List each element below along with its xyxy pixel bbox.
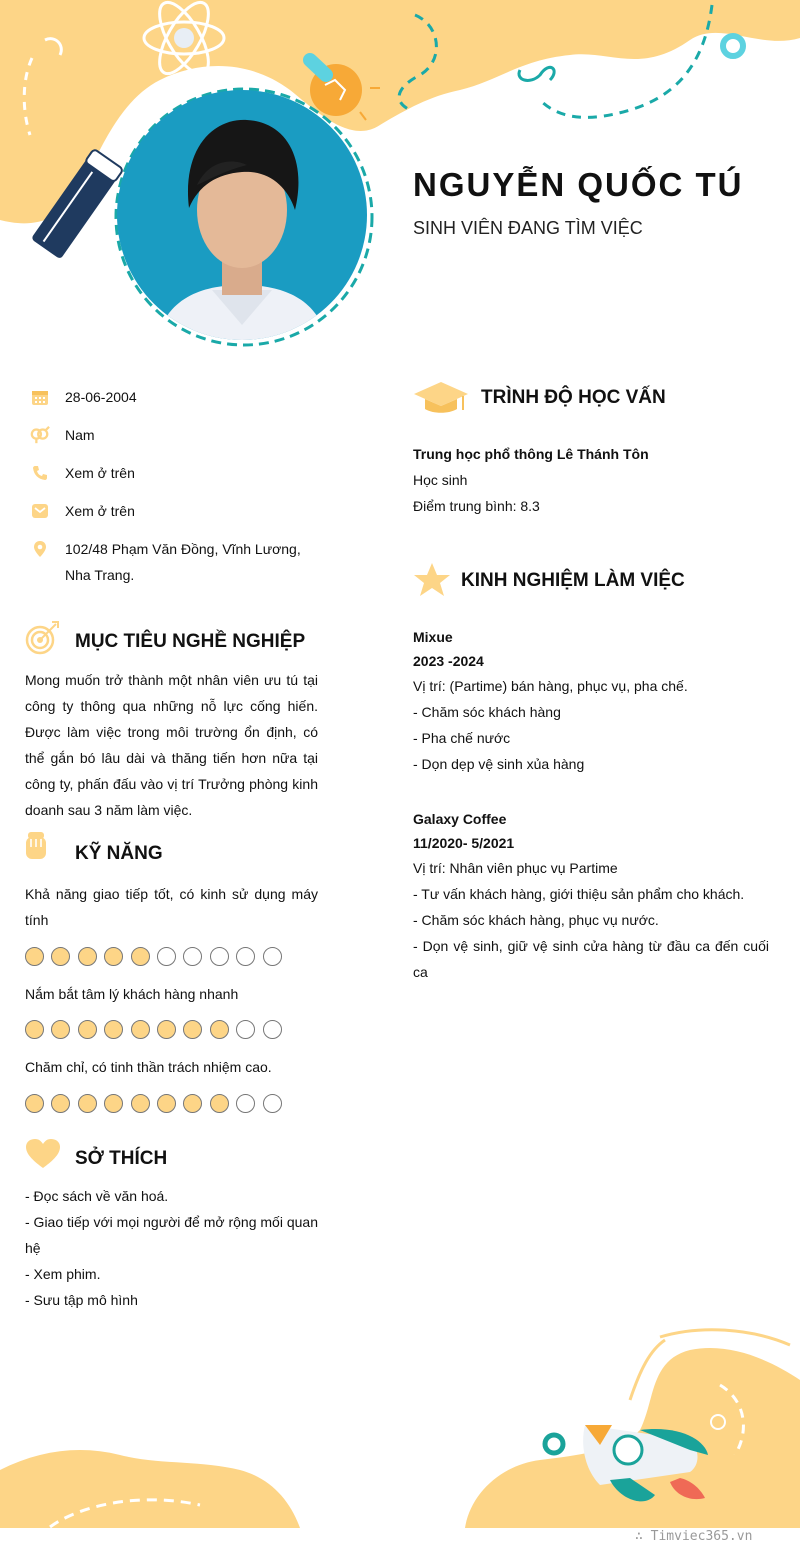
rating-dot-filled: [104, 947, 123, 966]
phone-icon: [30, 463, 50, 483]
contact-address: 102/48 Phạm Văn Đồng, Vĩnh Lương, Nha Trang.: [30, 536, 315, 588]
education-block: [413, 441, 773, 519]
rating-dot-empty: [210, 947, 229, 966]
job-line: Vị trí: (Partime) bán hàng, phục vụ, pha chế.: [413, 678, 688, 694]
rating-dot-filled: [183, 1020, 202, 1039]
experience-title: KINH NGHIỆM LÀM VIỆC: [461, 570, 685, 591]
candidate-name: NGUYỄN QUỐC TÚ: [413, 166, 744, 203]
contact-birthday: 28-06-2004: [30, 384, 315, 410]
star-icon: [413, 562, 451, 598]
avatar: [117, 90, 367, 340]
school-name: Trung học phổ thông Lê Thánh Tôn: [413, 446, 649, 462]
company-name: Mixue: [413, 629, 453, 645]
calendar-icon: [30, 387, 50, 407]
job-line: - Tư vấn khách hàng, giới thiệu sản phẩm cho khách.: [413, 886, 745, 902]
contact-gender: Nam: [30, 422, 315, 448]
company-name: Galaxy Coffee: [413, 811, 507, 827]
job-period: 2023 -2024: [413, 653, 484, 669]
rating-dot-filled: [104, 1020, 123, 1039]
contact-email: Xem ở trên: [30, 498, 315, 524]
job-title: SINH VIÊN ĐANG TÌM VIỆC: [413, 218, 643, 238]
skill-name: Chăm chỉ, có tinh thần trách nhiệm cao.: [25, 1059, 272, 1075]
list-item: - Giao tiếp với mọi người để mở rộng mối quan hệ: [25, 1214, 318, 1256]
rating-dot-empty: [236, 1020, 255, 1039]
skill-name: Nắm bắt tâm lý khách hàng nhanh: [25, 986, 239, 1002]
experience-job: [413, 625, 769, 777]
rating-dot-filled: [131, 947, 150, 966]
rating-dot-filled: [51, 1094, 70, 1113]
rating-dot-filled: [131, 1020, 150, 1039]
target-icon: [24, 620, 60, 656]
job-line: - Pha chế nước: [413, 730, 511, 746]
list-item: - Đọc sách về văn hoá.: [25, 1188, 169, 1204]
job-period: 11/2020- 5/2021: [413, 835, 515, 851]
skill-rating: [25, 947, 282, 966]
rating-dot-filled: [25, 1020, 44, 1039]
list-item: - Sưu tập mô hình: [25, 1292, 138, 1308]
rating-dot-filled: [157, 1020, 176, 1039]
education-role: Học sinh: [413, 472, 468, 488]
rating-dot-empty: [263, 1094, 282, 1113]
contact-phone: Xem ở trên: [30, 460, 315, 486]
location-icon: [30, 539, 50, 559]
rating-dot-empty: [263, 947, 282, 966]
job-line: - Dọn vệ sinh, giữ vệ sinh cửa hàng từ đầu ca đến cuối ca: [413, 938, 769, 980]
fist-icon: [24, 831, 48, 863]
experience-job: [413, 807, 769, 985]
list-item: - Xem phim.: [25, 1266, 101, 1282]
rating-dot-filled: [210, 1094, 229, 1113]
skills-title: KỸ NĂNG: [75, 843, 163, 864]
rating-dot-filled: [78, 1094, 97, 1113]
watermark: ∴ Timviec365.vn: [635, 1529, 753, 1544]
objective-title: MỤC TIÊU NGHỀ NGHIỆP: [75, 631, 306, 652]
heart-icon: [25, 1138, 61, 1170]
gender-icon: [30, 425, 50, 445]
skill-rating: [25, 1094, 282, 1113]
rating-dot-empty: [263, 1020, 282, 1039]
hobbies-list: [25, 1183, 318, 1313]
job-line: Vị trí: Nhân viên phục vụ Partime: [413, 860, 618, 876]
rating-dot-filled: [210, 1020, 229, 1039]
rating-dot-empty: [157, 947, 176, 966]
skill-rating: [25, 1020, 282, 1039]
rating-dot-filled: [157, 1094, 176, 1113]
rating-dot-filled: [78, 947, 97, 966]
rating-dot-filled: [78, 1020, 97, 1039]
email-icon: [30, 501, 50, 521]
rating-dot-filled: [183, 1094, 202, 1113]
rating-dot-empty: [236, 947, 255, 966]
rating-dot-filled: [25, 1094, 44, 1113]
education-title: TRÌNH ĐỘ HỌC VẤN: [481, 387, 666, 408]
rating-dot-empty: [236, 1094, 255, 1113]
education-gpa: Điểm trung bình: 8.3: [413, 498, 540, 514]
rating-dot-filled: [51, 1020, 70, 1039]
graduation-cap-icon: [413, 380, 469, 414]
job-line: - Chăm sóc khách hàng: [413, 704, 561, 720]
hobbies-title: SỞ THÍCH: [75, 1148, 168, 1169]
objective-text: Mong muốn trở thành một nhân viên ưu tú tại công ty thông qua những nỗ lực cống hiến. Được làm việc trong môi trường ổn định, có thể gắn bó lâu dài và thăng tiến hơn nữa tại công ty, phấn đấu vào vị trí Trưởng phòng kinh doanh sau 3 năm làm việc.: [25, 672, 318, 818]
rating-dot-filled: [25, 947, 44, 966]
rating-dot-empty: [183, 947, 202, 966]
rating-dot-filled: [131, 1094, 150, 1113]
job-line: - Dọn dẹp vệ sinh xủa hàng: [413, 756, 585, 772]
rating-dot-filled: [51, 947, 70, 966]
job-line: - Chăm sóc khách hàng, phục vụ nước.: [413, 912, 659, 928]
rating-dot-filled: [104, 1094, 123, 1113]
skill-name: Khả năng giao tiếp tốt, có kinh sử dụng máy tính: [25, 886, 318, 928]
